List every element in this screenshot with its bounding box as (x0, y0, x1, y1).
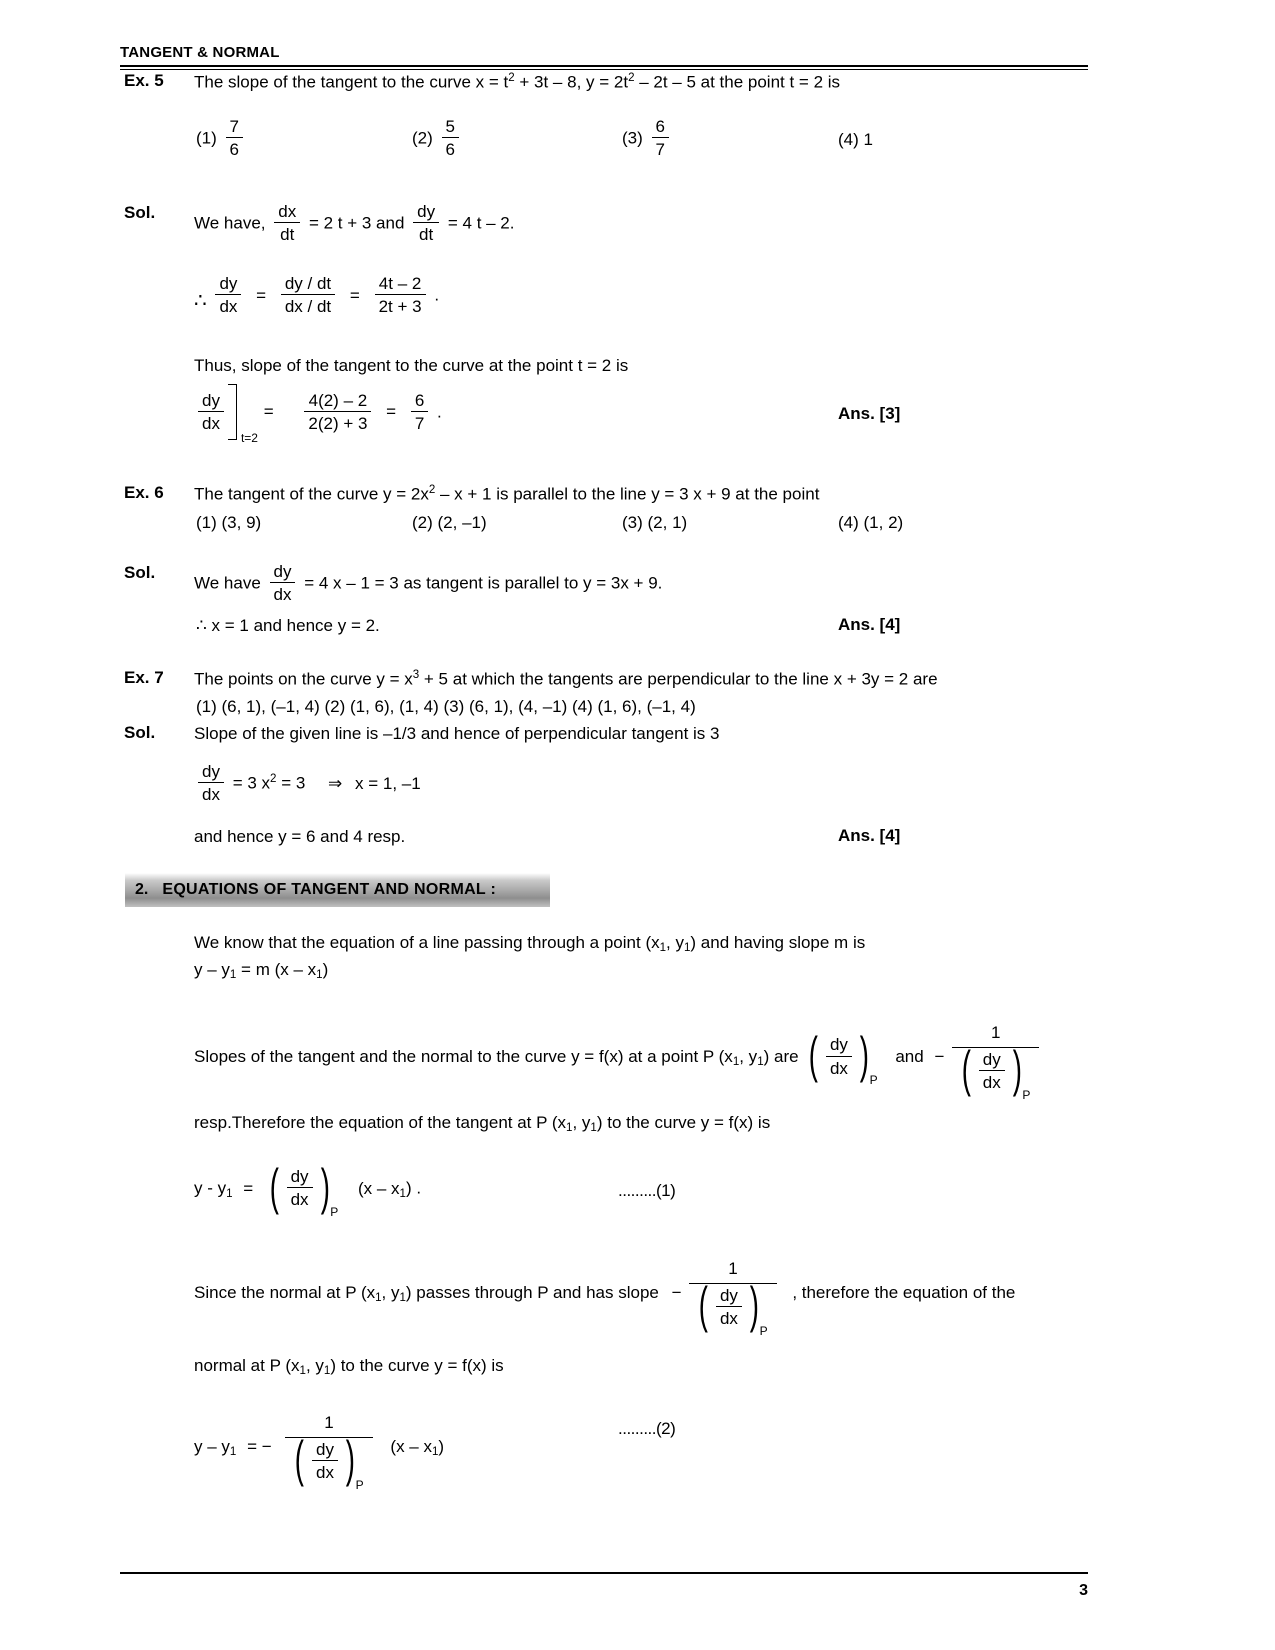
eq1-rhs-sub: 1 (399, 1187, 406, 1200)
evaluated-derivative-bracket (194, 385, 258, 445)
section-para-1-line-1 (194, 932, 865, 957)
ex5-sol1-text-b: = 2 t + 3 and (308, 213, 405, 233)
ex5-q-part1: The slope of the tangent to the curve x = t (194, 72, 509, 92)
footer-rule (120, 1572, 1088, 1574)
para5-part-b: , y (305, 1356, 324, 1375)
para4-part-b: , y (381, 1282, 400, 1302)
ex5-option-2-number: (2) (412, 128, 433, 148)
fraction-denominator: 7 (414, 414, 425, 433)
para3-sub-2: 1 (590, 1122, 597, 1135)
ex6-option-4-value: (1, 2) (863, 513, 904, 532)
dy-dt-fraction (413, 202, 439, 244)
para1-part-a: We know that the equation of a line passing through a point (x (194, 933, 660, 952)
section-number: 2. (135, 881, 149, 898)
normal-equation-2 (194, 1412, 445, 1492)
fraction-numerator: dy (413, 202, 439, 223)
para3-sub-1: 1 (566, 1122, 573, 1135)
minus-sign: − (934, 1046, 945, 1066)
implies-arrow-icon: ⇒ (328, 773, 343, 793)
eq2-rhs-a: (x – x (390, 1436, 432, 1456)
normal-slope-expression (952, 1022, 1039, 1102)
big-fraction-denominator (285, 1431, 372, 1492)
ex5-option-4-number: (4) (838, 130, 859, 149)
ex6-option-2-value: (2, –1) (437, 513, 487, 532)
equals-sign-1: = (256, 285, 267, 305)
dy-dx-paren-fraction (291, 1431, 366, 1492)
eq1-rhs-a: (x – x (357, 1178, 400, 1198)
ex7-sol-line-2 (194, 763, 421, 805)
dy-dx-fraction (270, 562, 296, 604)
para1-sub-2: 1 (683, 942, 691, 955)
ex6-option-1-number: (1) (196, 513, 217, 532)
eq2-rhs-sub: 1 (431, 1446, 439, 1459)
header-rule-top (120, 65, 1088, 67)
ex7-answer: Ans. [4] (838, 826, 901, 845)
fraction-numerator: dy (716, 1286, 742, 1307)
para2-part-a: Slopes of the tangent and the normal to the curve y = f(x) at a point P (x (194, 1046, 733, 1066)
ex6-q-sup1: 2 (428, 484, 436, 496)
fraction-numerator: dx (274, 202, 300, 223)
ex6-q-part1: The tangent of the curve y = 2x (194, 484, 429, 504)
ex5-option-1-number: (1) (196, 128, 217, 148)
section-para-3 (194, 1112, 770, 1137)
line-eq-sub-1: 1 (229, 969, 237, 982)
ex6-option-2-number: (2) (412, 513, 433, 532)
fraction-denominator: 6 (445, 140, 455, 160)
ex5-option-1[interactable] (196, 118, 247, 160)
para5-sub-1: 1 (299, 1365, 306, 1378)
fraction-numerator: dy (198, 762, 224, 783)
ex6-option-1-value: (3, 9) (221, 513, 262, 532)
section-title: EQUATIONS OF TANGENT AND NORMAL : (162, 881, 497, 898)
left-paren-icon: ( (699, 1277, 709, 1334)
para5-sub-2: 1 (323, 1365, 331, 1378)
ex7-q-part2: + 5 at which the tangents are perpendicular to the line x + 3y = 2 are (419, 669, 938, 689)
equals-sign-2: = (349, 285, 360, 305)
ex6-option-3-value: (2, 1) (647, 513, 688, 532)
ex6-option-4[interactable] (838, 512, 903, 535)
dy-dx-fraction (198, 762, 224, 804)
left-paren-icon: ( (295, 1431, 305, 1488)
ex6-sol-line-1 (194, 563, 662, 605)
point-subscript: P (759, 1323, 768, 1338)
para4-sub-2: 1 (399, 1292, 406, 1305)
fraction-numerator: dy (198, 391, 224, 412)
equals-sign-1: = (263, 402, 274, 422)
eq2-lhs-sub: 1 (229, 1446, 237, 1459)
fraction-denominator: 6 (229, 140, 239, 160)
para1-part-c: ) and having slope m is (690, 933, 866, 952)
section-para-1-line-2 (194, 959, 328, 984)
ex5-option-2-fraction (442, 117, 459, 159)
ex5-q-sup1: 2 (508, 72, 515, 84)
line-eq-part-a: y – y (194, 960, 230, 979)
fraction-numerator: dy (979, 1050, 1005, 1071)
ex6-option-1[interactable] (196, 512, 261, 535)
bracket-subscript: t=2 (240, 430, 258, 445)
para2-sub-2: 1 (757, 1056, 764, 1069)
big-fraction-numerator: 1 (952, 1022, 1039, 1048)
dy-dx-paren-fraction (958, 1041, 1033, 1102)
dydt-over-dxdt-fraction (281, 274, 335, 316)
ex5-option-1-fraction (226, 117, 243, 159)
left-paren-icon: ( (961, 1041, 972, 1098)
dy-dx-fraction (826, 1035, 852, 1077)
fraction-denominator: dt (280, 225, 295, 245)
fraction-denominator: dx / dt (284, 297, 332, 317)
para3-part-a: resp.Therefore the equation of the tangent at P (x (194, 1113, 567, 1132)
ex5-option-4-value: 1 (863, 130, 873, 149)
fraction-denominator: dx (202, 414, 220, 433)
fraction-denominator: dx (290, 1190, 309, 1210)
section-para-5 (194, 1355, 504, 1380)
dy-dx-fraction (979, 1050, 1005, 1092)
point-subscript: P (330, 1204, 339, 1219)
fraction-numerator: 4(2) – 2 (304, 391, 371, 412)
trailing-period: . (437, 402, 442, 422)
para1-sub-1: 1 (659, 942, 667, 955)
numeric-evaluation-fraction (304, 391, 371, 433)
eq1-lhs: y - y (194, 1178, 227, 1198)
equals-minus-sign: = − (247, 1436, 272, 1456)
dy-dx-fraction (215, 274, 241, 316)
ex5-sol1-text-c: = 4 t – 2. (447, 213, 515, 233)
ex5-q-sup2: 2 (628, 72, 635, 84)
reciprocal-slope-expression (285, 1412, 372, 1492)
ex5-sol-line-4 (194, 385, 442, 445)
fraction-numerator: 5 (442, 117, 459, 138)
para2-sub-1: 1 (732, 1056, 740, 1069)
line-eq-part-c: ) (322, 960, 329, 979)
trailing-period: . (434, 285, 440, 305)
fraction-denominator: dx (273, 585, 292, 605)
ex7-sol2-sup: 2 (270, 772, 277, 785)
fraction-numerator: dy (270, 562, 296, 583)
line-eq-sub-2: 1 (316, 969, 323, 982)
example-5-label: Ex. 5 (124, 71, 164, 90)
para4-sub-1: 1 (375, 1292, 382, 1305)
ex7-sol-line-3: and hence y = 6 and 4 resp. (194, 827, 406, 846)
ex6-option-3-number: (3) (622, 513, 643, 532)
left-paren-icon: ( (809, 1027, 819, 1083)
fraction-denominator: dx (316, 1462, 335, 1482)
ex5-option-3[interactable] (622, 118, 673, 160)
right-paren-icon: ) (749, 1277, 759, 1334)
ex5-sol-line-2 (194, 275, 439, 317)
right-paren-icon: ) (1012, 1041, 1022, 1098)
eq2-rhs-b: ) (438, 1436, 445, 1456)
ex7-options-line[interactable]: (1) (6, 1), (–1, 4) (2) (1, 6), (1, 4) (3) (6, 1), (4, –1) (4) (1, 6), (–1, 4) (196, 697, 696, 716)
fraction-numerator: dy (215, 274, 241, 295)
fraction-denominator: dx (219, 297, 238, 317)
dy-dx-fraction (287, 1167, 313, 1209)
big-fraction-numerator: 1 (689, 1258, 776, 1284)
eq2-lhs: y – y (194, 1436, 230, 1456)
ex7-q-part1: The points on the curve y = x (194, 669, 413, 689)
ex6-option-4-number: (4) (838, 513, 859, 532)
fraction-numerator: dy (312, 1440, 338, 1461)
therefore-symbol: ∴ (194, 289, 207, 312)
normal-slope-expression (689, 1258, 776, 1338)
ex6-sol-line-2: ∴ x = 1 and hence y = 2. (196, 616, 380, 635)
ex5-sol1-text-a: We have, (194, 213, 266, 233)
page-header-title: TANGENT & NORMAL (120, 44, 280, 61)
fraction-numerator: 6 (652, 117, 669, 138)
fraction-numerator: dy (287, 1167, 313, 1188)
ex5-q-part2: + 3t – 8, y = 2t (514, 72, 629, 92)
ex6-option-3[interactable] (622, 512, 687, 535)
fraction-denominator: dx (829, 1058, 848, 1078)
ex5-answer: Ans. [3] (838, 404, 901, 423)
ex6-sol1-text-b: = 4 x – 1 = 3 as tangent is parallel to y = 3x + 9. (304, 573, 663, 593)
dy-dx-paren-fraction (695, 1277, 770, 1338)
para2-part-b: , y (739, 1046, 758, 1066)
point-subscript: P (355, 1477, 364, 1492)
fraction-denominator: dt (419, 225, 434, 245)
big-fraction-denominator (689, 1277, 776, 1338)
para3-part-c: ) to the curve y = f(x) is (596, 1113, 771, 1132)
page-number: 3 (1079, 1582, 1088, 1599)
4t2-over-2t3-fraction (375, 274, 426, 316)
para4-part-d: , therefore the equation of the (792, 1282, 1016, 1302)
fraction-numerator: dy (826, 1035, 852, 1056)
section-2-heading (125, 873, 550, 907)
eq1-lhs-sub: 1 (226, 1187, 233, 1200)
para5-part-c: ) to the curve y = f(x) is (330, 1356, 504, 1375)
dx-dt-fraction (274, 202, 300, 244)
point-subscript: P (1022, 1087, 1031, 1102)
example-5-sol-label: Sol. (124, 203, 156, 222)
para4-part-a: Since the normal at P (x (194, 1282, 376, 1302)
fraction-numerator: 4t – 2 (375, 274, 426, 295)
example-6-question (194, 483, 819, 507)
para2-part-c: ) are (763, 1046, 799, 1066)
example-7-question (194, 668, 938, 692)
ex7-sol-line-1: Slope of the given line is –1/3 and hence of perpendicular tangent is 3 (194, 724, 720, 743)
right-paren-icon: ) (345, 1431, 355, 1488)
ex5-q-part3: – 2t – 5 at the point t = 2 is (634, 72, 841, 92)
tangent-equation-1 (194, 1158, 422, 1219)
dy-dx-at-p (266, 1158, 341, 1219)
point-subscript: P (869, 1073, 878, 1088)
example-5-question (194, 71, 840, 95)
minus-sign: − (671, 1282, 682, 1302)
equation-1-number: .........(1) (618, 1181, 676, 1200)
ex5-sol-line-3: Thus, slope of the tangent to the curve at the point t = 2 is (194, 356, 629, 375)
line-eq-part-b: = m (x – x (236, 960, 317, 979)
fraction-numerator: 7 (226, 117, 243, 138)
dy-dx-fraction (312, 1440, 338, 1482)
header-rule-bottom (120, 69, 1088, 70)
big-fraction-denominator (952, 1041, 1039, 1102)
example-7-label: Ex. 7 (124, 668, 164, 687)
ex7-sol2-text-b: = 3 (281, 773, 306, 793)
ex5-sol-line-1 (194, 203, 515, 245)
right-paren-icon: ) (859, 1027, 869, 1083)
section-para-4 (194, 1258, 1016, 1338)
big-fraction-numerator: 1 (285, 1412, 372, 1438)
fraction-denominator: 2(2) + 3 (308, 414, 368, 433)
para5-part-a: normal at P (x (194, 1356, 300, 1375)
para4-part-c: ) passes through P and has slope (405, 1282, 659, 1302)
para3-part-b: , y (572, 1113, 591, 1132)
ex5-option-2[interactable] (412, 118, 463, 160)
ex6-answer: Ans. [4] (838, 615, 901, 634)
ex7-q-sup1: 3 (412, 669, 420, 681)
ex7-sol2-text-c: x = 1, –1 (355, 773, 421, 793)
fraction-denominator: dx (202, 785, 220, 805)
ex6-q-part2: – x + 1 is parallel to the line y = 3 x + 9 at the point (435, 484, 820, 504)
ex5-option-3-fraction (652, 117, 669, 159)
eq1-rhs-b: ) . (405, 1178, 422, 1198)
fraction-denominator: 7 (655, 140, 665, 160)
para1-part-b: , y (666, 933, 684, 952)
ex5-option-3-number: (3) (622, 128, 643, 148)
dy-dx-fraction (198, 391, 224, 433)
fraction-denominator: 2t + 3 (378, 297, 422, 317)
result-fraction (411, 391, 428, 433)
equals-sign: = (243, 1178, 254, 1198)
fraction-numerator: 6 (411, 391, 428, 412)
tangent-slope-expression (805, 1027, 880, 1088)
equals-sign-2: = (386, 402, 397, 422)
fraction-numerator: dy / dt (281, 274, 335, 295)
ex6-option-2[interactable] (412, 512, 487, 535)
right-paren-icon: ) (320, 1158, 330, 1215)
equation-2-number: .........(2) (618, 1419, 676, 1438)
left-paren-icon: ( (269, 1158, 279, 1215)
para2-part-d: and (895, 1046, 924, 1066)
example-6-label: Ex. 6 (124, 483, 164, 502)
dy-dx-fraction (716, 1286, 742, 1328)
fraction-denominator: dx (982, 1072, 1001, 1092)
section-para-2 (194, 1022, 1042, 1102)
fraction-denominator: dx (719, 1308, 738, 1328)
ex6-sol1-text-a: We have (194, 573, 261, 593)
ex7-sol2-text-a: = 3 x (232, 773, 271, 793)
ex5-option-4[interactable] (838, 129, 873, 152)
bracket-bar (228, 384, 258, 445)
example-6-sol-label: Sol. (124, 563, 156, 582)
example-7-sol-label: Sol. (124, 723, 156, 742)
